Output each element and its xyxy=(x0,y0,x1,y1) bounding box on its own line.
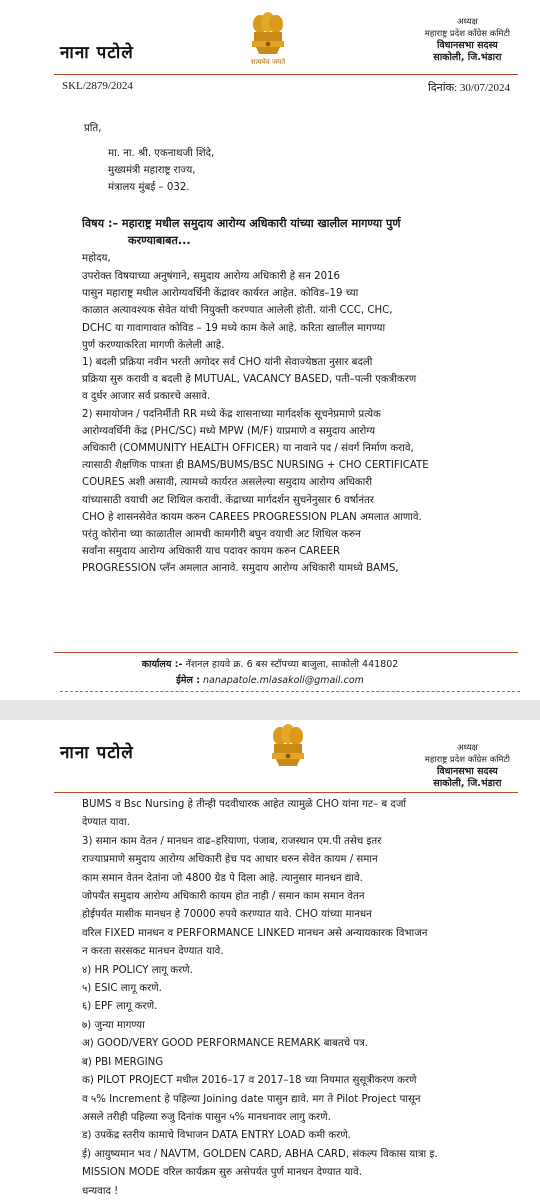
committee: महाराष्ट्र प्रदेश कॉंग्रेस कमिटी xyxy=(424,29,510,39)
designation: अध्यक्ष xyxy=(457,743,478,753)
body-line: अ) GOOD/VERY GOOD PERFORMANCE REMARK बाबतचे पत्र. xyxy=(82,1038,369,1050)
body-line: धन्यवाद ! xyxy=(82,1185,119,1197)
addressee-line: मुख्यमंत्री महाराष्ट्र राज्य, xyxy=(108,165,196,176)
constituency: साकोली, जि.भंडारा xyxy=(433,778,502,789)
body-line: जोपर्यंत समुदाय आरोग्य अधिकारी कायम होत नाही / समान काम समान वेतन xyxy=(82,891,365,903)
body-page-2 xyxy=(82,796,514,1200)
body-line: ६) EPF लागू करणे. xyxy=(82,1001,158,1013)
body-line: DCHC या गावागावात कोविड – 19 मध्ये काम केले आहे. करिता खालील मागण्या xyxy=(82,322,386,334)
body-line: उपरोक्त विषयाच्या अनुषंगाने, समुदाय आरोग्य अधिकारी हे सन 2016 xyxy=(82,271,341,282)
body-line: पुर्ण करण्याकरिता मागणी केलेली आहे. xyxy=(82,339,225,351)
body-line: काम समान वेतन देतांना जो 4800 ग्रेड पे दिला आहे. त्यानुसार मानधन द्यावे. xyxy=(82,872,363,884)
body-line: ई) आयुष्यमान भव / NAVTM, GOLDEN CARD, ABHA CARD, संकल्प विकास यात्रा इ. xyxy=(82,1148,438,1160)
body-line: काळात अत्यावश्यक सेवेत यांची नियुक्ती करण्यात आलेली होती. यांनी CCC, CHC, xyxy=(82,305,393,317)
reference-number: SKL/2879/2024 xyxy=(62,80,133,92)
body-line: आरोग्यवर्धिनी केंद्र (PHC/SC) मध्ये MPW (M/F) याप्रमाणे व समुदाय आरोग्य xyxy=(82,425,376,437)
body-line: त्यासाठी शैक्षणिक पात्रता ही BAMS/BUMS/BSC NURSING + CHO CERTIFICATE xyxy=(82,460,429,472)
footer-rule xyxy=(54,652,518,653)
body-line: BUMS व Bsc Nursing हे तीन्ही पदवीधारक आहेत त्यामुळे CHO यांना गट– ब दर्जा xyxy=(82,799,407,810)
body-line: ४) HR POLICY लागू करणे. xyxy=(82,964,193,976)
body-line: MISSION MODE वरिल कार्यक्रम सुरु असेपर्यत पुर्ण मानधन देण्यात यावे. xyxy=(82,1167,362,1179)
footer-dashes xyxy=(60,691,520,692)
letterhead-right xyxy=(425,742,510,790)
body-line: राज्याप्रमाणे समुदाय आरोग्य अधिकारी हेच पद आधार धरुन सेवेत कायम / समान xyxy=(82,854,378,866)
addressee-line: मा. ना. श्री. एकनाथजी शिंदे, xyxy=(108,148,215,159)
header-rule xyxy=(54,74,518,75)
email-address: nanapatole.mlasakoli@gmail.com xyxy=(203,675,364,686)
letter-date: दिनांक: 30/07/2024 xyxy=(427,82,510,94)
body-line: 2) समायोजन / पदनिर्मीती RR मध्ये केंद्र शासनाच्या मार्गदर्शक सूचनेप्रमाणे प्रत्येक xyxy=(82,408,381,420)
letter-page-2 xyxy=(0,720,540,1200)
national-emblem-icon xyxy=(266,724,310,780)
role: विधानसभा सदस्य xyxy=(436,766,498,777)
body-line: परंतु कोरोना च्या काळातील आमची कामगीरी बघुन वयाची अट शिथिल करुन xyxy=(82,529,361,541)
body-line: होईपर्यत मासीक मानधन हे 70000 रुपये करण्यात यावे. CHO यांच्या मानधन xyxy=(82,909,372,921)
email-label: ईमेल : xyxy=(176,675,200,686)
letterhead-right xyxy=(425,16,510,64)
sender-name: नाना पटोले xyxy=(60,43,134,63)
body-line: वरिल FIXED मानधन व PERFORMANCE LINKED मानधन असे अन्यायकारक विभाजन xyxy=(82,927,428,939)
office-label: कार्यालय :- xyxy=(141,659,183,670)
body-line: यांच्यासाठी वयाची अट शिथिल करावी. केंद्राच्या मार्गदर्शन सुचनेनुसार 6 वर्षानंतर xyxy=(82,494,374,506)
body-line: ब) PBI MERGING xyxy=(82,1056,164,1068)
committee: महाराष्ट्र प्रदेश कॉंग्रेस कमिटी xyxy=(424,755,510,765)
body-line: ड) उपकेंद्र स्तरीय कामाचे विभाजन DATA ENTRY LOAD कमी करणे. xyxy=(82,1130,351,1142)
body-line: ७) जुन्या मागण्या xyxy=(82,1019,145,1031)
subject xyxy=(82,215,522,249)
greeting: महोदय, xyxy=(82,253,111,264)
page-gap xyxy=(0,700,540,720)
body-page-1 xyxy=(82,268,514,578)
role: विधानसभा सदस्य xyxy=(436,40,498,51)
body-line: CHO हे शासनसेवेत कायम करुन CAREES PROGRESSION PLAN अमलात आणावे. xyxy=(82,511,422,523)
body-line: अधिकारी (COMMUNITY HEALTH OFFICER) या नावाने पद / संवर्ग निर्माण करावे, xyxy=(82,443,414,455)
office-address xyxy=(0,657,540,670)
body-line: ५) ESIC लागू करणे. xyxy=(82,983,162,995)
body-line: व ५% Increment हे पहिल्या Joining date पासुन द्यावे. मग ते Pilot Project पासून xyxy=(82,1093,421,1105)
subject-line: करण्याबाबत... xyxy=(128,234,191,247)
body-line: असले तरीही पहिल्या रुजु दिनांक पासुन ५% मानधनावर लागु करणे. xyxy=(82,1111,331,1123)
addressee-line: मंत्रालय मुंबई – 032. xyxy=(108,182,190,193)
body-line: पासुन महाराष्ट्र मधील आरोग्यवर्धिनी केंद्रावर कार्यरत आहेत. कोविड–19 च्या xyxy=(82,288,359,300)
body-line: सर्वांना समुदाय आरोग्य अधिकारी याच पदावर कायम करुन CAREER xyxy=(82,546,341,558)
body-line: क) PILOT PROJECT मधील 2016–17 व 2017–18 च्या नियमात सुसूत्रीकरण करणे xyxy=(82,1075,417,1087)
body-line: PROGRESSION प्लॅन अमलात आनावे. समुदाय आरोग्य अधिकारी यामध्ये BAMS, xyxy=(82,563,399,575)
body-line: देण्यात यावा. xyxy=(82,817,130,829)
designation: अध्यक्ष xyxy=(457,17,478,27)
emblem-motto: सत्यमेव जयते xyxy=(250,58,286,66)
body-line: 3) समान काम वेतन / मानधन वाढ–हरियाणा, पंजाब, राजस्थान एम.पी तसेच इतर xyxy=(82,835,382,847)
body-line: व दुर्धर आजार सर्व प्रकारचे असावे. xyxy=(82,391,211,403)
body-line: प्रक्रिया सुरु करावी व बदली हे MUTUAL, VACANCY BASED, पती–पत्नी एकत्रीकरण xyxy=(82,374,417,386)
body-line: 1) बदली प्रक्रिया नवीन भरती अगोदर सर्व CHO यांनी सेवाज्येष्ठता नुसार बदली xyxy=(82,357,373,369)
header-rule xyxy=(54,792,518,793)
office-address-text: नॅशनल हायवे क्र. 6 बस स्टॉपच्या बाजुला, साकोली 441802 xyxy=(185,659,399,670)
sender-name: नाना पटोले xyxy=(60,743,134,763)
constituency: साकोली, जि.भंडारा xyxy=(433,52,502,63)
body-line: न करता सरसकट मानधन देण्यात यावे. xyxy=(82,946,224,958)
email-line xyxy=(0,673,540,686)
subject-line: विषय :– महाराष्ट्र मधील समुदाय आरोग्य अधिकारी यांच्या खालील मागण्या पुर्ण xyxy=(82,217,401,230)
to-label: प्रति, xyxy=(84,123,102,134)
body-line: COURES अशी असावी, त्यामध्ये कार्यरत असलेल्या समुदाय आरोग्य अधिकारी xyxy=(82,477,373,489)
addressee-block xyxy=(108,145,214,196)
